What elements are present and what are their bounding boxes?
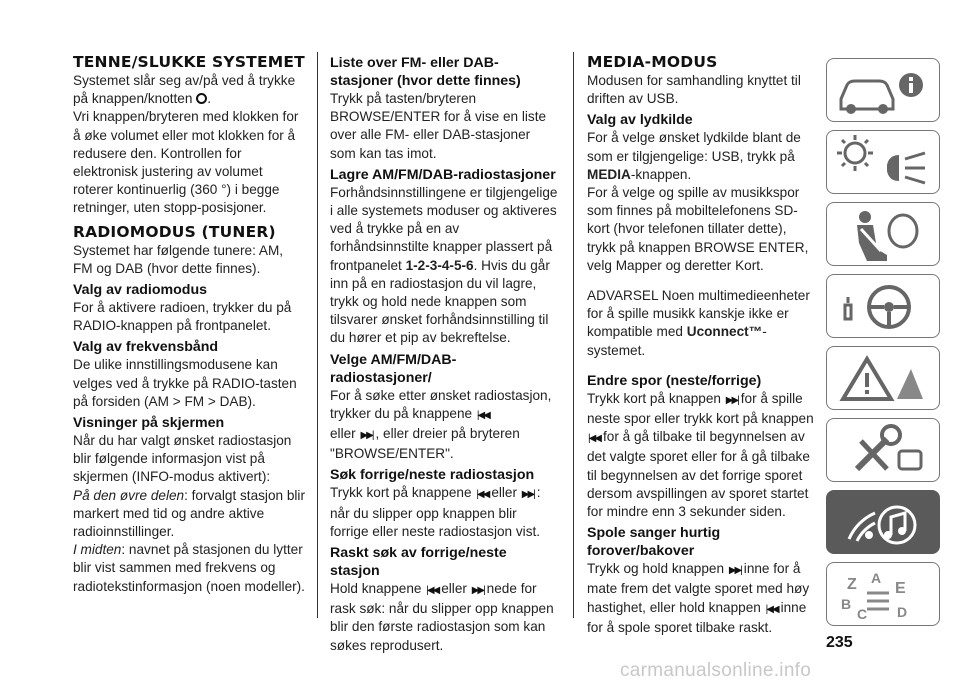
media-key: MEDIA: [587, 166, 631, 182]
warning-paragraph: [587, 287, 815, 360]
tab-maintenance[interactable]: [826, 418, 940, 482]
search-text-1: Trykk kort på knappene: [330, 485, 472, 501]
media-paragraph: Modusen for samhandling knyttet til driften av USB.: [587, 73, 801, 107]
column-divider-1: [317, 52, 318, 618]
power-paragraph-1: [73, 72, 305, 108]
track-text-3: for å gå tilbake til begynnelsen av det valgte sporet eller for å gå tilbake til begynnelsen av det forrige sporet dersom avspillingen av sporet startet for mindre enn 3 sekunder siden.: [587, 429, 810, 520]
warning-text-2: -systemet.: [587, 324, 767, 358]
tab-safety[interactable]: [826, 202, 940, 266]
select-heading: Velge AM/FM/DAB-radiostasjoner/: [330, 351, 457, 386]
list-paragraph: Trykk på tasten/bryteren BROWSE/ENTER for å vise en liste over alle FM- eller DAB-stasjoner som kan tas imot.: [330, 91, 547, 161]
prev-icon: |◀◀: [588, 433, 600, 445]
search-or: eller: [491, 485, 517, 501]
svg-text:E: E: [895, 580, 906, 597]
tab-driving[interactable]: [826, 274, 940, 338]
fast-paragraph: [330, 580, 558, 655]
warning-road-icon: [827, 347, 940, 410]
radiomode-heading: Valg av radiomodus: [73, 282, 208, 299]
prev-icon: |◀◀: [476, 409, 489, 421]
ff-heading: Spole sanger hurtig forover/bakover: [587, 525, 721, 560]
select-text-1: For å søke etter ønsket radiostasjon, trykker du på knappene: [330, 387, 552, 421]
svg-text:Z: Z: [847, 576, 857, 593]
tab-index[interactable]: [826, 562, 940, 626]
power-heading: TENNE/SLUKKE SYSTEMET: [73, 53, 305, 71]
next-icon: ▶▶|: [471, 585, 484, 597]
tuner-heading: RADIOMODUS (TUNER): [73, 222, 276, 241]
ff-paragraph: [587, 560, 815, 637]
prev-icon: |◀◀: [765, 603, 778, 615]
list-heading: Liste over FM- eller DAB-stasjoner (hvor dette finnes): [330, 55, 521, 89]
tab-lights[interactable]: [826, 130, 940, 194]
power-knob-icon: [196, 93, 207, 104]
top-label: På den øvre delen: [73, 487, 185, 503]
airbag-seat-icon: [827, 203, 940, 266]
track-text-2: for å spille neste spor eller trykk kort på knappen: [587, 390, 814, 427]
select-paragraph-2: [330, 425, 558, 463]
source-text-1: For å velge ønsket lydkilde blant de som er tilgjengelige: USB, trykk på: [587, 130, 801, 164]
band-paragraph: De ulike innstillingsmodusene kan velges ved å trykke på RADIO-tasten på forsiden (AM > FM > DAB).: [73, 357, 297, 409]
power-paragraph-2: Vri knappen/bryteren med klokken for å øke volumet eller mot klokken for å redusere den. Kontrollen for elektronisk justering av volumet roterer kontinuerlig (360 °) i begge retninger, uten stopp-posisjoner.: [73, 109, 299, 216]
mid-label: I midten: [73, 542, 122, 558]
fast-heading: Raskt søk av forrige/neste stasjon: [330, 545, 507, 580]
prev-icon: |◀◀: [476, 489, 489, 501]
column-left: [73, 54, 305, 596]
track-text-1: Trykk kort på knappen: [587, 390, 721, 406]
radiomode-paragraph: For å aktivere radioen, trykker du på RADIO-knappen på frontpanelet.: [73, 300, 292, 334]
svg-text:B: B: [841, 596, 852, 612]
page-number: 235: [826, 634, 853, 651]
warning-text-1: ADVARSEL Noen multimedieenheter for å spille musikk kanskje ikke er kompatible med: [587, 288, 810, 340]
svg-text:D: D: [897, 604, 908, 620]
next-icon: ▶▶|: [728, 565, 741, 577]
source-heading: Valg av lydkilde: [587, 112, 693, 129]
search-text-2: : når du slipper opp knappen blir forrige eller neste radiostasjon vist.: [330, 485, 541, 539]
select-text-2b: , eller dreier på bryteren "BROWSE/ENTER".: [330, 426, 520, 462]
display-top-paragraph: [73, 487, 305, 542]
fast-text-1: Hold knappene: [330, 581, 422, 597]
tools-icon: [827, 419, 940, 482]
next-icon: ▶▶|: [360, 430, 373, 442]
source-text-2: -knappen.: [630, 166, 692, 182]
select-paragraph-1: [330, 387, 558, 425]
store-text-1: Forhåndsinnstillingene er tilgjengelige i alle systemets moduser og aktiveres ved å trykke på en av forhåndsinnstilte knapper plassert på frontpanelet: [330, 184, 558, 273]
next-icon: ▶▶|: [725, 394, 738, 406]
fast-or: eller: [441, 581, 467, 597]
svg-text:A: A: [871, 570, 882, 586]
power-text-b: .: [207, 91, 211, 107]
store-keys: 1-2-3-4-5-6: [405, 257, 474, 273]
ff-text-2: inne for å mate frem det valgte sporet med høy hastighet, eller hold knappen: [587, 561, 810, 615]
index-icon: [827, 563, 940, 626]
track-heading: Endre spor (neste/forrige): [587, 372, 762, 389]
uconnect-brand: Uconnect™: [686, 324, 763, 340]
next-icon: ▶▶|: [521, 489, 534, 501]
fast-text-2: nede for rask søk: når du slipper opp knappen blir den første radiostasjon som kan søkes reprodusert.: [330, 581, 554, 653]
tab-multimedia[interactable]: [826, 490, 940, 554]
power-text-a: Systemet slår seg av/på ved å trykke på knappen/knotten: [73, 73, 296, 107]
column-middle: [330, 54, 558, 655]
store-text-2: . Hvis du går inn på en radiostasjon du vil lagre, trykk og hold nede knappen som tilsvarer ønsket forhåndsinnstilling til du hører et pip av bekreftelse.: [330, 257, 550, 346]
search-paragraph: [330, 484, 558, 541]
band-heading: Valg av frekvensbånd: [73, 339, 219, 356]
prev-icon: |◀◀: [426, 585, 439, 597]
source-paragraph-2: For å velge og spille av musikkspor som finnes på mobiltelefonens SD-kort (hvor telefonen tillater dette), trykk på knappen BROWSE ENTER, velg Mapper og deretter Kort.: [587, 185, 809, 273]
multimedia-icon: [827, 491, 940, 554]
column-divider-2: [573, 52, 574, 618]
media-heading: MEDIA-MODUS: [587, 53, 718, 71]
watermark: carmanualsonline.info: [620, 660, 812, 681]
mid-text: : navnet på stasjonen du lytter blir vist sammen med frekvens og radiotekstinformasjon (noen modeller).: [73, 542, 305, 594]
tab-emergency[interactable]: [826, 346, 940, 410]
store-paragraph: [330, 184, 558, 348]
chapter-tabs: [826, 58, 940, 634]
top-text: : forvalgt stasjon blir markert med tid og andre aktive radioinnstillinger.: [73, 487, 305, 540]
lights-icon: [827, 131, 940, 194]
display-paragraph: Når du har valgt ønsket radiostasjon blir følgende informasjon vist på skjermen (INFO-modus aktivert):: [73, 433, 292, 485]
display-mid-paragraph: [73, 541, 305, 596]
steering-wheel-icon: [827, 275, 940, 338]
store-heading: Lagre AM/FM/DAB-radiostasjoner: [330, 166, 556, 183]
tab-car-info[interactable]: [826, 58, 940, 122]
source-paragraph-1: [587, 129, 815, 184]
svg-text:C: C: [857, 606, 868, 622]
ff-text-3: inne for å spole sporet tilbake raskt.: [587, 599, 807, 635]
car-info-icon: [827, 59, 940, 122]
column-right: [587, 54, 815, 637]
tuner-paragraph: Systemet har følgende tunere: AM, FM og DAB (hvor dette finnes).: [73, 242, 284, 276]
track-paragraph: [587, 390, 815, 521]
search-heading: Søk forrige/neste radiostasjon: [330, 467, 535, 484]
select-text-2a: eller: [330, 426, 356, 442]
ff-text-1: Trykk og hold knappen: [587, 561, 725, 577]
display-heading: Visninger på skjermen: [73, 415, 225, 432]
